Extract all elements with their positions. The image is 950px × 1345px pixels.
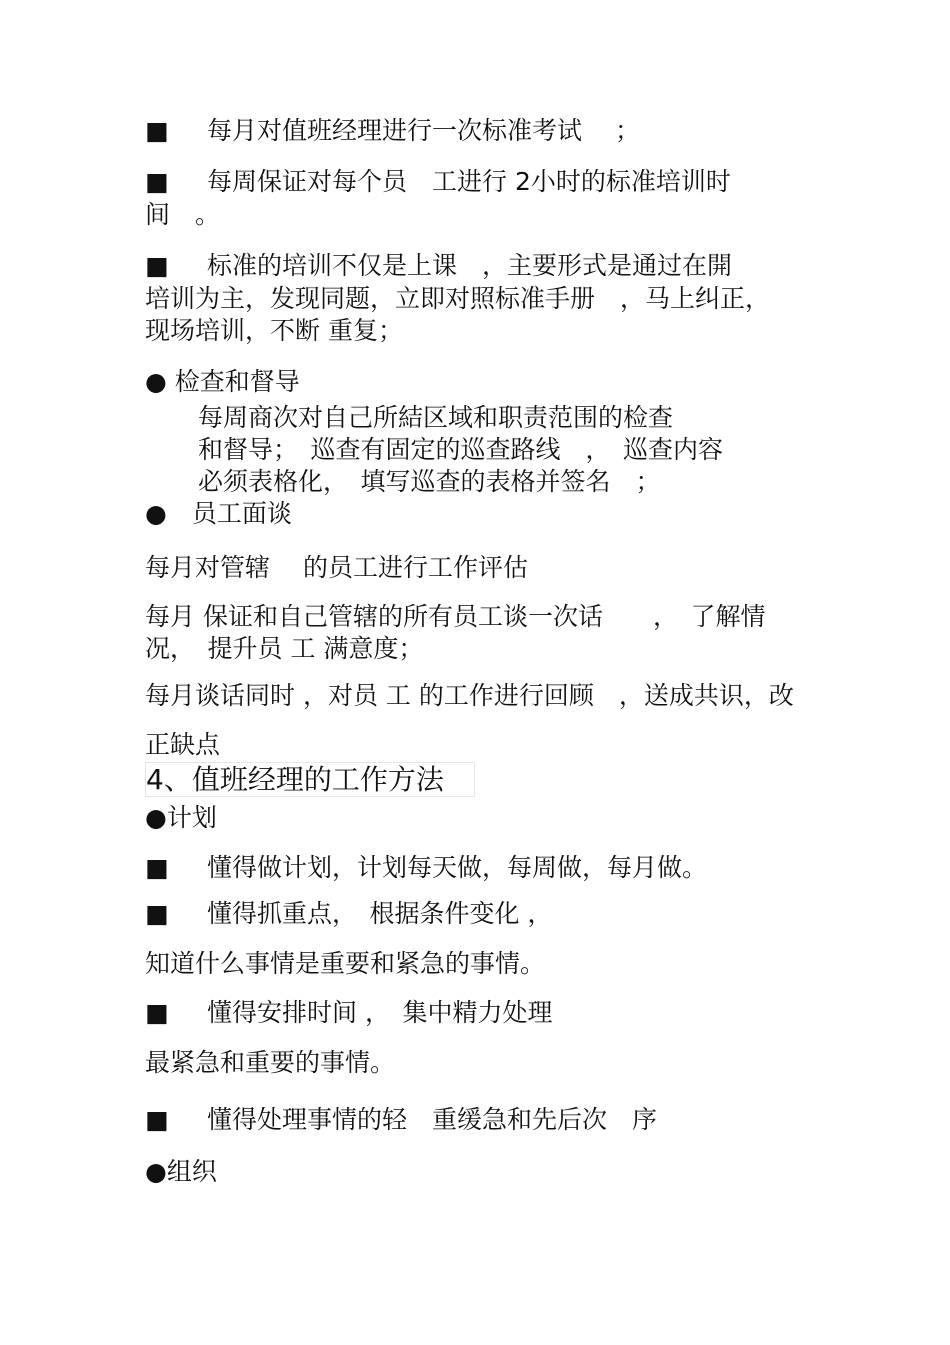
- paragraph-line: 必须表格化， 填写巡查的表格并签名 ；: [198, 467, 661, 496]
- dot-bullet-icon: ●: [145, 1157, 167, 1186]
- paragraph-line: 况， 提升员 工 满意度；: [145, 634, 424, 663]
- line-text: 懂得做计划，计划每天做，每周做，每月做。: [207, 853, 708, 882]
- line-text: 标准的培训不仅是上课 ，主要形式是通过在開: [207, 251, 733, 280]
- paragraph-line: 每周商次对自己所結区域和职责范围的检查: [198, 403, 674, 432]
- section-heading: [145, 366, 300, 398]
- paragraph-line: 最紧急和重要的事情。: [145, 1048, 396, 1077]
- bullet-item: [145, 115, 640, 147]
- bullet-item: [145, 250, 732, 282]
- paragraph-line: 间 。: [145, 200, 221, 229]
- square-bullet-icon: ■: [145, 998, 169, 1027]
- line-text: 员工面谈: [191, 499, 292, 528]
- chapter-heading: [145, 764, 475, 796]
- section-heading: [145, 802, 217, 834]
- bullet-item: [145, 898, 552, 930]
- bullet-item: [145, 166, 731, 198]
- square-bullet-icon: ■: [145, 853, 169, 882]
- dot-bullet-icon: ●: [145, 803, 167, 832]
- line-text: 每月对值班经理进行一次标准考试 ；: [207, 116, 640, 145]
- line-text: 懂得处理事情的轻 重缓急和先后次 序: [207, 1105, 658, 1134]
- line-text: 4、值班经理的工作方法: [145, 762, 475, 797]
- line-text: 检查和督导: [174, 367, 300, 396]
- line-text: 懂得安排时间 ， 集中精力处理: [207, 998, 553, 1027]
- paragraph-line: 每月谈话同时 ，对员 工 的工作进行回顾 ，送成共识，改: [145, 681, 794, 710]
- paragraph-line: 每月 保证和自己管辖的所有员工谈一次话 ， 了解情: [145, 602, 766, 631]
- line-text: 每周保证对每个员 工进行 2小时的标准培训时: [207, 167, 731, 196]
- square-bullet-icon: ■: [145, 1105, 169, 1134]
- line-text: 计划: [166, 803, 217, 832]
- paragraph-line: 知道什么事情是重要和紧急的事情。: [145, 949, 546, 978]
- section-heading: [145, 1156, 217, 1188]
- paragraph-line: 和督导； 巡查有固定的巡查路线 ， 巡查内容: [198, 435, 724, 464]
- bullet-item: [145, 997, 552, 1029]
- square-bullet-icon: ■: [145, 251, 169, 280]
- line-text: 组织: [166, 1157, 217, 1186]
- dot-bullet-icon: ●: [145, 367, 167, 396]
- square-bullet-icon: ■: [145, 116, 169, 145]
- paragraph-line: 现场培训，不断 重复；: [145, 316, 403, 345]
- paragraph-line: 正缺点: [145, 730, 221, 759]
- bullet-item: [145, 1104, 657, 1136]
- square-bullet-icon: ■: [145, 167, 169, 196]
- section-heading: [145, 498, 292, 530]
- square-bullet-icon: ■: [145, 899, 169, 928]
- bullet-item: [145, 852, 707, 884]
- paragraph-line: 培训为主，发现同题，立即对照标准手册 ，马上纠正，: [145, 284, 771, 313]
- paragraph-line: 每月对管辖 的员工进行工作评估: [145, 553, 528, 582]
- dot-bullet-icon: ●: [145, 499, 167, 528]
- line-text: 懂得抓重点， 根据条件变化 ，: [207, 899, 553, 928]
